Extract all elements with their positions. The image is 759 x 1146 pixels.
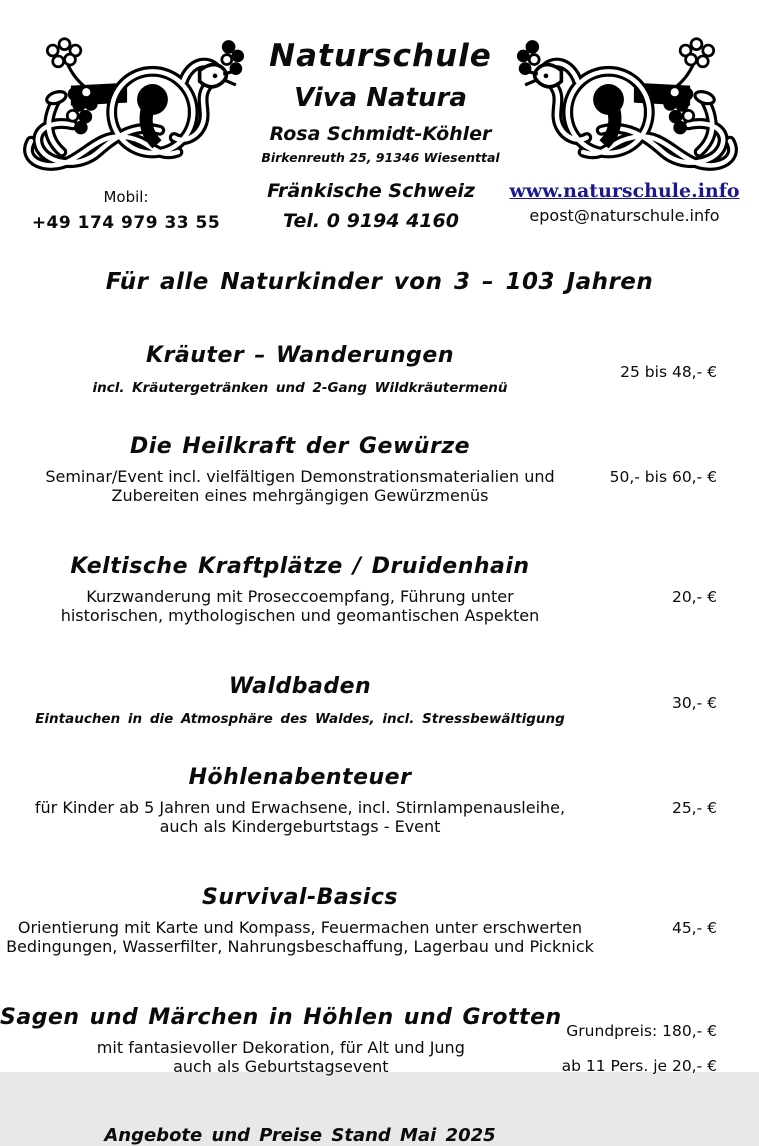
web-contact xyxy=(490,180,759,233)
contact-row xyxy=(0,180,759,233)
mobile-contact xyxy=(0,180,252,233)
menu-item-title: Die Heilkraft der Gewürze xyxy=(129,433,471,459)
footer xyxy=(0,1125,759,1146)
menu-item-price: 30,- € xyxy=(671,693,717,712)
menu-item-title: Survival-Basics xyxy=(202,884,398,910)
offers-list xyxy=(0,343,759,1092)
menu-item-hoehlenabenteuer xyxy=(0,765,759,852)
menu-item-price: 25 bis 48,- € xyxy=(620,362,717,381)
menu-item-title: Waldbaden xyxy=(228,673,372,699)
menu-item-sagen-und-maerchen xyxy=(0,1005,759,1092)
region-contact xyxy=(252,180,490,233)
description-line: Kurzwanderung mit Proseccoempfang, Führung unter xyxy=(86,586,514,606)
description-line: auch als Geburtstagsevent xyxy=(173,1056,389,1076)
header-center xyxy=(242,36,519,165)
email-address: epost@naturschule.info xyxy=(529,206,720,225)
address: Birkenreuth 25, 91346 Wiesenttal xyxy=(261,150,500,165)
menu-item-title: Kräuter – Wanderungen xyxy=(146,343,454,368)
menu-item-title: Höhlenabenteuer xyxy=(188,764,412,790)
menu-item-title: Sagen und Märchen in Höhlen und Grotten xyxy=(0,1004,562,1030)
description-line: auch als Kindergeburtstags - Event xyxy=(159,816,441,836)
base-price: Grundpreis: 180,- € xyxy=(566,1021,717,1040)
description-line: historischen, mythologischen und geomantischen Aspekten xyxy=(60,605,540,625)
school-name: Naturschule xyxy=(269,38,492,74)
menu-item-waldbaden xyxy=(0,674,759,732)
menu-item-price: 50,- bis 60,- € xyxy=(609,468,717,487)
celtic-knot-icon xyxy=(14,36,242,172)
menu-item-keltische-kraftplaetze xyxy=(0,554,759,641)
menu-item-price: 20,- € xyxy=(671,588,717,607)
footer-note: Angebote und Preise Stand Mai 2025 xyxy=(104,1124,496,1146)
celtic-bird-knot-ornament-right xyxy=(519,36,747,172)
menu-item-description: Eintauchen in die Atmosphäre des Waldes, incl. Stressbewältigung xyxy=(35,710,565,727)
owner-name: Rosa Schmidt-Köhler xyxy=(269,123,492,145)
description-line: für Kinder ab 5 Jahren und Erwachsene, incl. Stirnlampenausleihe, xyxy=(34,797,566,817)
menu-item-price: 45,- € xyxy=(671,919,717,938)
description-line: Seminar/Event incl. vielfältigen Demonstrationsmaterialien und xyxy=(45,466,555,486)
tagline: Für alle Naturkinder von 3 – 103 Jahren xyxy=(105,269,654,295)
menu-item-heilkraft-gewuerze xyxy=(0,434,759,521)
phone-number: Tel. 0 9194 4160 xyxy=(283,210,459,232)
description-line: Bedingungen, Wasserfilter, Nahrungsbeschaffung, Lagerbau und Picknick xyxy=(6,936,594,956)
menu-item-description: incl. Kräutergetränken und 2-Gang Wildkräutermenü xyxy=(92,380,508,396)
header xyxy=(0,0,759,172)
region-name: Fränkische Schweiz xyxy=(267,180,475,202)
menu-item-price: 25,- € xyxy=(671,799,717,818)
menu-item-survival-basics xyxy=(0,885,759,972)
mobile-number: +49 174 979 33 55 xyxy=(31,213,221,233)
menu-item-kraeuter-wanderungen xyxy=(0,343,759,401)
menu-item-price xyxy=(562,1022,759,1075)
website-link[interactable]: www.naturschule.info xyxy=(509,180,740,202)
group-price: ab 11 Pers. je 20,- € xyxy=(561,1056,717,1075)
mobile-label: Mobil: xyxy=(103,188,149,206)
school-subtitle: Viva Natura xyxy=(294,83,467,113)
celtic-bird-knot-ornament-left xyxy=(14,36,242,172)
celtic-knot-icon xyxy=(519,36,747,172)
description-line: Orientierung mit Karte und Kompass, Feuermachen unter erschwerten xyxy=(17,917,583,937)
description-line: Zubereiten eines mehrgängigen Gewürzmenüs xyxy=(111,485,489,505)
description-line: mit fantasievoller Dekoration, für Alt und Jung xyxy=(96,1037,465,1057)
menu-item-title: Keltische Kraftplätze / Druidenhain xyxy=(70,553,530,579)
